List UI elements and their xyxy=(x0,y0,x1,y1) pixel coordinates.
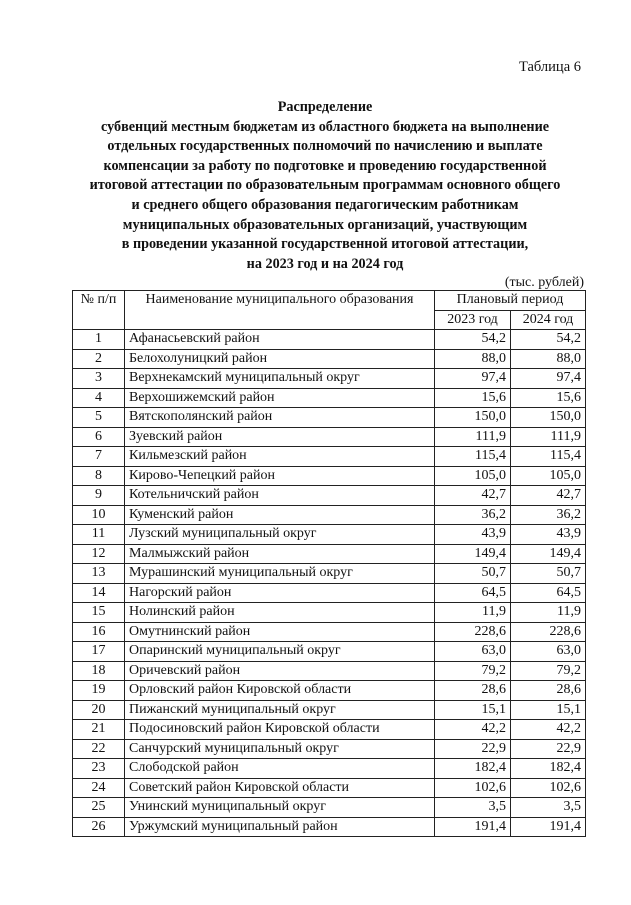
value-2024-cell: 228,6 xyxy=(511,622,586,642)
value-2023-cell: 88,0 xyxy=(435,349,511,369)
value-2024-cell: 64,5 xyxy=(511,583,586,603)
value-2024-cell: 115,4 xyxy=(511,447,586,467)
row-number-cell: 7 xyxy=(73,447,125,467)
municipality-name-cell: Верхошижемский район xyxy=(125,388,435,408)
value-2023-cell: 115,4 xyxy=(435,447,511,467)
row-number-cell: 25 xyxy=(73,798,125,818)
value-2023-cell: 79,2 xyxy=(435,661,511,681)
table-row xyxy=(73,369,586,389)
value-2023-cell: 43,9 xyxy=(435,525,511,545)
header-number: № п/п xyxy=(73,291,125,330)
value-2024-cell: 79,2 xyxy=(511,661,586,681)
heading-line: итоговой аттестации по образовательным программам основного общего xyxy=(89,177,561,194)
value-2024-cell: 111,9 xyxy=(511,427,586,447)
row-number-cell: 26 xyxy=(73,817,125,837)
row-number-cell: 8 xyxy=(73,466,125,486)
value-2024-cell: 15,1 xyxy=(511,700,586,720)
municipality-name-cell: Куменский район xyxy=(125,505,435,525)
municipality-name-cell: Малмыжский район xyxy=(125,544,435,564)
row-number-cell: 21 xyxy=(73,720,125,740)
municipality-name-cell: Котельничский район xyxy=(125,486,435,506)
row-number-cell: 4 xyxy=(73,388,125,408)
table-row xyxy=(73,720,586,740)
value-2023-cell: 228,6 xyxy=(435,622,511,642)
value-2024-cell: 43,9 xyxy=(511,525,586,545)
table-row xyxy=(73,583,586,603)
value-2023-cell: 22,9 xyxy=(435,739,511,759)
value-2023-cell: 182,4 xyxy=(435,759,511,779)
table-row xyxy=(73,759,586,779)
value-2024-cell: 150,0 xyxy=(511,408,586,428)
value-2023-cell: 3,5 xyxy=(435,798,511,818)
table-row xyxy=(73,622,586,642)
municipality-name-cell: Орловский район Кировской области xyxy=(125,681,435,701)
municipality-name-cell: Белохолуницкий район xyxy=(125,349,435,369)
table-row xyxy=(73,778,586,798)
municipality-name-cell: Слободской район xyxy=(125,759,435,779)
municipality-name-cell: Зуевский район xyxy=(125,427,435,447)
table-row xyxy=(73,349,586,369)
value-2024-cell: 97,4 xyxy=(511,369,586,389)
municipality-name-cell: Унинский муниципальный округ xyxy=(125,798,435,818)
table-row xyxy=(73,427,586,447)
row-number-cell: 9 xyxy=(73,486,125,506)
value-2023-cell: 42,7 xyxy=(435,486,511,506)
table-row xyxy=(73,661,586,681)
row-number-cell: 16 xyxy=(73,622,125,642)
value-2024-cell: 191,4 xyxy=(511,817,586,837)
value-2024-cell: 105,0 xyxy=(511,466,586,486)
value-2024-cell: 182,4 xyxy=(511,759,586,779)
value-2024-cell: 42,2 xyxy=(511,720,586,740)
municipality-name-cell: Лузский муниципальный округ xyxy=(125,525,435,545)
row-number-cell: 12 xyxy=(73,544,125,564)
header-year-2023: 2023 год xyxy=(435,310,511,330)
row-number-cell: 5 xyxy=(73,408,125,428)
value-2023-cell: 150,0 xyxy=(435,408,511,428)
heading-line: муниципальных образовательных организаций, участвующим xyxy=(122,216,528,233)
value-2023-cell: 54,2 xyxy=(435,330,511,350)
heading-line: субвенций местным бюджетам из областного бюджета на выполнение xyxy=(100,118,550,135)
value-2024-cell: 54,2 xyxy=(511,330,586,350)
table-row xyxy=(73,603,586,623)
table-row xyxy=(73,798,586,818)
municipality-name-cell: Кильмезский район xyxy=(125,447,435,467)
row-number-cell: 22 xyxy=(73,739,125,759)
municipality-name-cell: Кирово-Чепецкий район xyxy=(125,466,435,486)
row-number-cell: 23 xyxy=(73,759,125,779)
value-2023-cell: 97,4 xyxy=(435,369,511,389)
table-row xyxy=(73,388,586,408)
municipality-name-cell: Вятскополянский район xyxy=(125,408,435,428)
table-number-label: Таблица 6 xyxy=(518,59,581,75)
table-row xyxy=(73,408,586,428)
table-row xyxy=(73,330,586,350)
row-number-cell: 10 xyxy=(73,505,125,525)
value-2024-cell: 88,0 xyxy=(511,349,586,369)
value-2024-cell: 11,9 xyxy=(511,603,586,623)
row-number-cell: 20 xyxy=(73,700,125,720)
value-2023-cell: 15,6 xyxy=(435,388,511,408)
value-2023-cell: 42,2 xyxy=(435,720,511,740)
header-name: Наименование муниципального образования xyxy=(125,291,435,330)
municipality-name-cell: Оричевский район xyxy=(125,661,435,681)
heading-line: на 2023 год и на 2024 год xyxy=(246,255,404,272)
municipality-name-cell: Нолинский район xyxy=(125,603,435,623)
row-number-cell: 11 xyxy=(73,525,125,545)
value-2023-cell: 102,6 xyxy=(435,778,511,798)
heading-line: отдельных государственных полномочий по начислению и выплате xyxy=(107,138,543,155)
table-row xyxy=(73,447,586,467)
header-year-2024: 2024 год xyxy=(511,310,586,330)
value-2023-cell: 149,4 xyxy=(435,544,511,564)
row-number-cell: 15 xyxy=(73,603,125,623)
value-2023-cell: 36,2 xyxy=(435,505,511,525)
heading-line: Распределение xyxy=(277,99,373,115)
municipality-name-cell: Санчурский муниципальный округ xyxy=(125,739,435,759)
value-2023-cell: 28,6 xyxy=(435,681,511,701)
table-row xyxy=(73,466,586,486)
header-planning-period: Плановый период xyxy=(435,291,586,311)
row-number-cell: 1 xyxy=(73,330,125,350)
value-2023-cell: 11,9 xyxy=(435,603,511,623)
value-2024-cell: 63,0 xyxy=(511,642,586,662)
row-number-cell: 17 xyxy=(73,642,125,662)
value-2023-cell: 105,0 xyxy=(435,466,511,486)
municipality-name-cell: Мурашинский муниципальный округ xyxy=(125,564,435,584)
value-2024-cell: 36,2 xyxy=(511,505,586,525)
value-2023-cell: 64,5 xyxy=(435,583,511,603)
units-note: (тыс. рублей) xyxy=(504,275,584,290)
municipality-name-cell: Уржумский муниципальный район xyxy=(125,817,435,837)
row-number-cell: 18 xyxy=(73,661,125,681)
value-2024-cell: 28,6 xyxy=(511,681,586,701)
value-2023-cell: 63,0 xyxy=(435,642,511,662)
row-number-cell: 24 xyxy=(73,778,125,798)
value-2024-cell: 102,6 xyxy=(511,778,586,798)
row-number-cell: 6 xyxy=(73,427,125,447)
table-row xyxy=(73,642,586,662)
heading-line: и среднего общего образования педагогическим работникам xyxy=(131,196,519,213)
heading-line: в проведении указанной государственной итоговой аттестации, xyxy=(121,236,529,253)
table-row xyxy=(73,700,586,720)
table-body xyxy=(73,330,586,837)
value-2023-cell: 111,9 xyxy=(435,427,511,447)
value-2024-cell: 3,5 xyxy=(511,798,586,818)
municipality-name-cell: Верхнекамский муниципальный округ xyxy=(125,369,435,389)
table-row xyxy=(73,544,586,564)
municipality-name-cell: Афанасьевский район xyxy=(125,330,435,350)
table-row xyxy=(73,739,586,759)
value-2024-cell: 22,9 xyxy=(511,739,586,759)
municipality-name-cell: Омутнинский район xyxy=(125,622,435,642)
document-heading xyxy=(60,98,590,274)
row-number-cell: 19 xyxy=(73,681,125,701)
row-number-cell: 3 xyxy=(73,369,125,389)
municipality-name-cell: Нагорский район xyxy=(125,583,435,603)
row-number-cell: 2 xyxy=(73,349,125,369)
value-2023-cell: 15,1 xyxy=(435,700,511,720)
value-2023-cell: 50,7 xyxy=(435,564,511,584)
value-2023-cell: 191,4 xyxy=(435,817,511,837)
row-number-cell: 14 xyxy=(73,583,125,603)
table-row xyxy=(73,817,586,837)
value-2024-cell: 15,6 xyxy=(511,388,586,408)
table-row xyxy=(73,486,586,506)
municipality-name-cell: Советский район Кировской области xyxy=(125,778,435,798)
municipality-name-cell: Опаринский муниципальный округ xyxy=(125,642,435,662)
table-row xyxy=(73,681,586,701)
table-row xyxy=(73,525,586,545)
subvention-table xyxy=(72,290,586,837)
table-row xyxy=(73,564,586,584)
municipality-name-cell: Пижанский муниципальный округ xyxy=(125,700,435,720)
table-row xyxy=(73,505,586,525)
row-number-cell: 13 xyxy=(73,564,125,584)
value-2024-cell: 42,7 xyxy=(511,486,586,506)
municipality-name-cell: Подосиновский район Кировской области xyxy=(125,720,435,740)
value-2024-cell: 50,7 xyxy=(511,564,586,584)
heading-line: компенсации за работу по подготовке и проведению государственной xyxy=(103,157,547,174)
value-2024-cell: 149,4 xyxy=(511,544,586,564)
